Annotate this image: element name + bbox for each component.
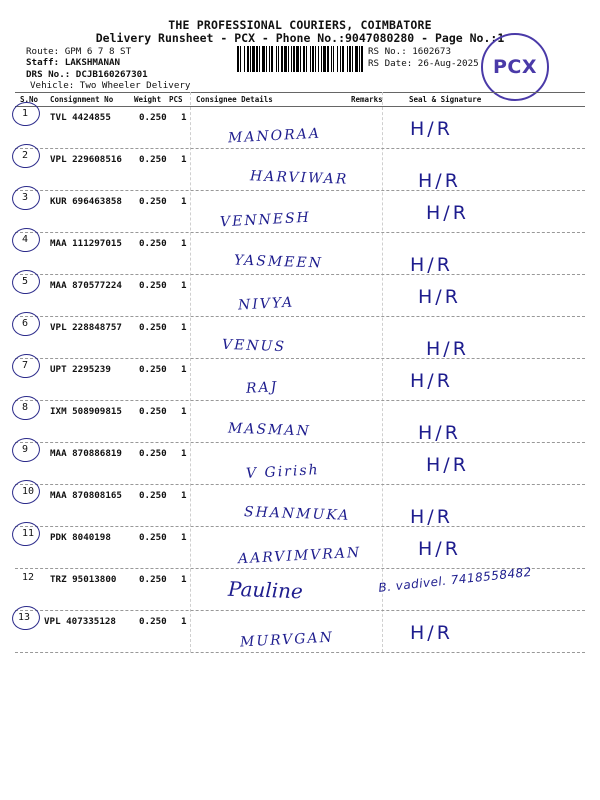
serial-number: 1 xyxy=(22,108,29,119)
serial-number: 4 xyxy=(22,234,29,245)
seal-signature: H/R xyxy=(410,506,453,528)
col-consignment: Consignment No xyxy=(50,95,114,104)
col-consignee: Consignee Details xyxy=(196,95,273,104)
serial-number: 8 xyxy=(22,402,29,413)
drs-number: DRS No.: DCJB160267301 xyxy=(26,69,148,80)
table-row xyxy=(0,316,600,358)
consignment-number: VPL 228848757 xyxy=(50,322,122,333)
header-top-rule xyxy=(15,92,585,93)
vehicle-text: Vehicle: Two Wheeler Delivery xyxy=(30,80,191,91)
consignee-handwriting: MURVGAN xyxy=(239,629,335,651)
consignee-handwriting: VENNESH xyxy=(219,209,312,231)
seal-signature: H/R xyxy=(418,286,461,308)
weight-value: 0.250 xyxy=(139,196,167,207)
table-row xyxy=(0,148,600,190)
serial-number: 12 xyxy=(22,572,35,583)
weight-value: 0.250 xyxy=(139,406,167,417)
company-title: THE PROFESSIONAL COURIERS, COIMBATORE xyxy=(168,18,432,32)
weight-value: 0.250 xyxy=(139,364,167,375)
col-weight: Weight xyxy=(134,95,162,104)
consignment-number: TRZ 95013800 xyxy=(50,574,117,585)
table-row xyxy=(0,274,600,316)
consignee-handwriting: V Girish xyxy=(245,462,320,482)
seal-signature: H/R xyxy=(418,538,461,560)
consignment-number: MAA 870577224 xyxy=(50,280,122,291)
pcs-count: 1 xyxy=(181,238,187,249)
consignment-number: PDK 8040198 xyxy=(50,532,111,543)
pcs-count: 1 xyxy=(181,280,187,291)
pcs-count: 1 xyxy=(181,196,187,207)
tick-circle xyxy=(10,100,41,128)
consignment-number: IXM 508909815 xyxy=(50,406,122,417)
table-row xyxy=(0,610,600,652)
pcs-count: 1 xyxy=(181,448,187,459)
serial-number: 13 xyxy=(18,612,31,623)
route-text: Route: GPM 6 7 8 ST xyxy=(26,46,132,57)
pcs-count: 1 xyxy=(181,490,187,501)
seal-signature: H/R xyxy=(410,118,453,140)
seal-signature: H/R xyxy=(426,338,469,360)
seal-signature: H/R xyxy=(418,422,461,444)
consignee-handwriting: Pauline xyxy=(227,576,304,604)
pcs-count: 1 xyxy=(181,112,187,123)
serial-number: 2 xyxy=(22,150,29,161)
runsheet-subtitle: Delivery Runsheet - PCX - Phone No.:9047080280 - Page No.:1 xyxy=(95,31,505,45)
consignee-handwriting: HARVIWAR xyxy=(249,168,349,188)
col-remarks: Remarks xyxy=(351,95,383,104)
consignee-handwriting: VENUS xyxy=(221,336,287,356)
consignment-number: TVL 4424855 xyxy=(50,112,111,123)
table-row xyxy=(0,442,600,484)
serial-number: 3 xyxy=(22,192,29,203)
seal-signature: H/R xyxy=(410,622,453,644)
consignment-number: VPL 229608516 xyxy=(50,154,122,165)
consignee-handwriting: MASMAN xyxy=(227,420,311,440)
pcs-count: 1 xyxy=(181,406,187,417)
consignee-handwriting: RAJ xyxy=(245,379,279,397)
consignment-number: MAA 870886819 xyxy=(50,448,122,459)
table-row xyxy=(0,106,600,148)
consignment-number: VPL 407335128 xyxy=(44,616,116,627)
consignee-handwriting: YASMEEN xyxy=(233,252,324,272)
consignment-number: MAA 870808165 xyxy=(50,490,122,501)
row-divider xyxy=(15,652,585,653)
weight-value: 0.250 xyxy=(139,112,167,123)
weight-value: 0.250 xyxy=(139,574,167,585)
pcx-stamp: PCX xyxy=(481,33,549,101)
consignee-handwriting: SHANMUKA xyxy=(243,504,351,524)
table-row xyxy=(0,190,600,232)
seal-signature: H/R xyxy=(410,370,453,392)
col-sno: S.No xyxy=(20,95,39,104)
serial-number: 9 xyxy=(22,444,29,455)
serial-number: 7 xyxy=(22,360,29,371)
pcs-count: 1 xyxy=(181,616,187,627)
rs-date: RS Date: 26-Aug-2025 xyxy=(368,58,479,69)
serial-number: 11 xyxy=(22,528,35,539)
staff-text: Staff: LAKSHMANAN xyxy=(26,57,121,68)
weight-value: 0.250 xyxy=(139,280,167,291)
consignment-number: UPT 2295239 xyxy=(50,364,111,375)
consignment-number: KUR 696463858 xyxy=(50,196,122,207)
col-pcs: PCS xyxy=(169,95,183,104)
pcs-count: 1 xyxy=(181,574,187,585)
weight-value: 0.250 xyxy=(139,322,167,333)
consignee-handwriting: AARVIMVRAN xyxy=(237,544,362,568)
table-row xyxy=(0,232,600,274)
rs-number: RS No.: 1602673 xyxy=(368,46,451,57)
weight-value: 0.250 xyxy=(139,238,167,249)
seal-signature: B. vadivel. 7418558482 xyxy=(377,564,533,595)
seal-signature: H/R xyxy=(426,202,469,224)
weight-value: 0.250 xyxy=(139,154,167,165)
serial-number: 6 xyxy=(22,318,29,329)
table-row xyxy=(0,358,600,400)
table-row xyxy=(0,400,600,442)
pcs-count: 1 xyxy=(181,154,187,165)
serial-number: 10 xyxy=(22,486,35,497)
weight-value: 0.250 xyxy=(139,490,167,501)
col-seal: Seal & Signature xyxy=(409,95,482,104)
table-row xyxy=(0,564,600,610)
seal-signature: H/R xyxy=(410,254,453,276)
weight-value: 0.250 xyxy=(139,448,167,459)
weight-value: 0.250 xyxy=(139,532,167,543)
seal-signature: H/R xyxy=(426,454,469,476)
pcs-count: 1 xyxy=(181,364,187,375)
seal-signature: H/R xyxy=(418,170,461,192)
consignee-handwriting: NIVYA xyxy=(237,294,295,314)
weight-value: 0.250 xyxy=(139,616,167,627)
serial-number: 5 xyxy=(22,276,29,287)
barcode-image xyxy=(237,46,363,72)
pcs-count: 1 xyxy=(181,532,187,543)
consignment-number: MAA 111297015 xyxy=(50,238,122,249)
consignee-handwriting: MANORAA xyxy=(227,125,322,147)
table-row xyxy=(0,526,600,568)
pcs-count: 1 xyxy=(181,322,187,333)
table-row xyxy=(0,484,600,526)
